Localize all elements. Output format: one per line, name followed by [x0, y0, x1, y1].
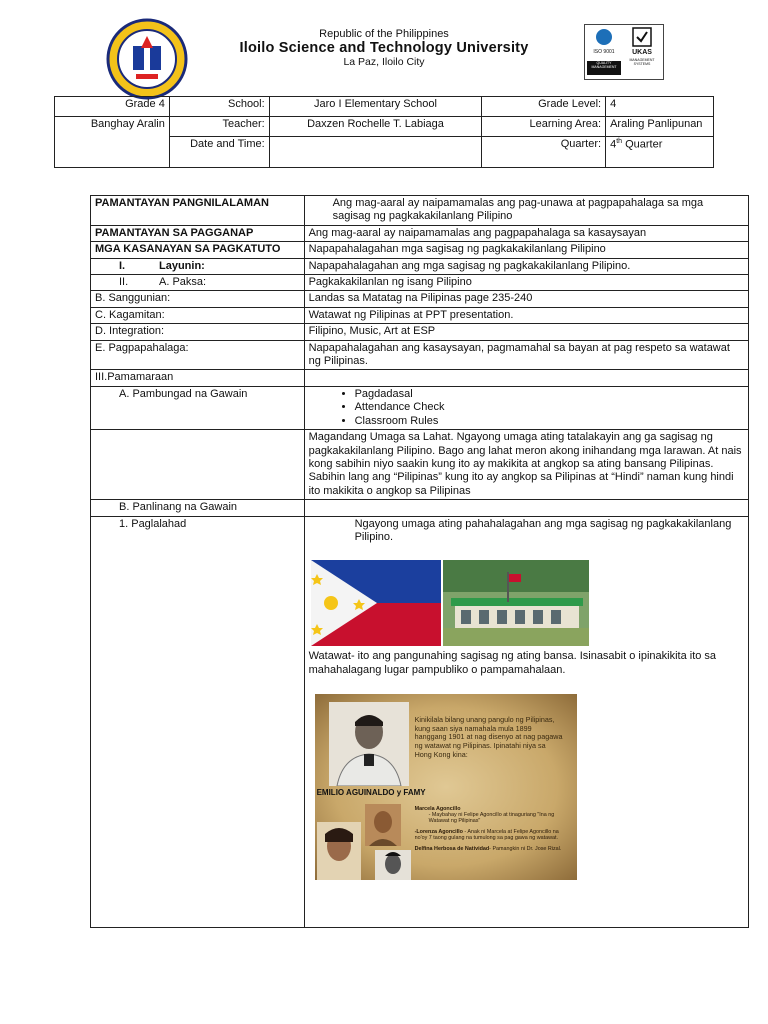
slide-people-text: [415, 806, 573, 852]
pagpapahalaga-label: E. Pagpapahalaga:: [91, 340, 305, 370]
paksa-value: Pagkakakilanlan ng isang Pilipino: [304, 275, 748, 291]
kasanayan-value: Napapahalagahan mga sagisag ng pagkakakilanlang Pilipino: [304, 242, 748, 258]
republic-text: Republic of the Philippines: [319, 28, 449, 40]
intro-text: Magandang Umaga sa Lahat. Ngayong umaga ating tatalakayin ang ga sagisag ng pagkakakilanlang Pilipino. Bago ang lahat meron akong inihandang mga larawan. At nais kong sabihin niyo saakin kung ito ay makikita at angkop sa ating bansang Pilipinas. Sabihin lang ang “Pilipinas” kung ito ay angkop sa Pilipinas at “Hindi” naman kung hindi ito makikita o angkop sa Pilipinas: [304, 430, 748, 500]
crown-check-icon: [632, 27, 652, 47]
letterhead: [0, 0, 768, 90]
school-value: Jaro I Elementary School: [269, 97, 482, 117]
lorenza-desc: - Anak ni Marcela at Felipe Agoncillo na no'oy 7 taong gulang na tumulong sa pag gawa ng watawat.: [414, 828, 559, 842]
intro-empty-cell: [91, 430, 305, 500]
philippine-flag-photo: [311, 560, 589, 646]
university-location: La Paz, Iloilo City: [343, 56, 425, 68]
marcela-desc: - Maybahay ni Felipe Agoncillo at tinaguriang "Ina ng Watawat ng Pilipinas": [428, 812, 555, 825]
teacher-label: Teacher:: [169, 117, 269, 137]
university-seal-icon: [106, 18, 188, 100]
spacer: [309, 880, 744, 910]
cert-ukas-sub: MANAGEMENT SYSTEMS: [629, 58, 655, 66]
paglalahad-content: [304, 516, 748, 927]
list-item: • Attendance Check: [355, 401, 744, 414]
pamamaraan-label: III.Pamamaraan: [91, 370, 305, 386]
lesson-info-table: [54, 96, 714, 168]
kagamitan-value: Watawat ng Pilipinas at PPT presentation.: [304, 307, 748, 323]
nqa-logo-icon: [596, 29, 612, 45]
marcela-name: Marcela Agoncillo: [414, 805, 461, 812]
lorenza-portrait-icon: [317, 822, 361, 880]
integration-value: Filipino, Music, Art at ESP: [304, 324, 748, 340]
panlinang-label: B. Panlinang na Gawain: [91, 500, 305, 516]
grade-level-value: 4: [606, 97, 714, 117]
doc-type-cell: Banghay Aralin: [55, 117, 170, 168]
cert-ukas-text: UKAS: [632, 49, 652, 56]
list-item: • Classroom Rules: [355, 415, 744, 428]
learning-area-label: Learning Area:: [482, 117, 606, 137]
list-item: • Pagdadasal: [355, 388, 744, 401]
panlinang-value: [304, 500, 748, 516]
layunin-value: Napapahalagahan ang mga sagisag ng pagkakakilanlang Pilipino.: [304, 258, 748, 274]
pamantayan-nilalaman-value: Ang mag-aaral ay naipamamalas ang pag-unawa at pagpapahalaga sa mga sagisag ng pagkakakilanlang Pilipino: [304, 196, 748, 226]
sanggunian-value: Landas sa Matatag na Pilipinas page 235-240: [304, 291, 748, 307]
pambungad-label: A. Pambungad na Gawain: [91, 386, 305, 429]
aguinaldo-portrait-icon: [329, 702, 409, 786]
pambungad-list-cell: [304, 386, 748, 429]
datetime-label: Date and Time:: [169, 137, 269, 168]
flag-school-image: [311, 560, 589, 646]
quarter-label: Quarter:: [482, 137, 606, 168]
sanggunian-label: B. Sanggunian:: [91, 291, 305, 307]
paglalahad-text: Ngayong umaga ating pahahalagahan ang mga sagisag ng pagkakakilanlang Pilipino.: [354, 517, 732, 543]
teacher-value: Daxzen Rochelle T. Labiaga: [269, 117, 482, 137]
delfina-name: Delfina Herbosa de Natividad: [414, 845, 490, 852]
school-label: School:: [169, 97, 269, 117]
integration-label: D. Integration:: [91, 324, 305, 340]
slide-top-text: Kinikilala bilang unang pangulo ng Pilipinas, kung saan siya namahala mula 1899 hanggang 1901 at nag disenyo at nag pagawa ng watawat ng Pilipinas. Ipinatahi niya sa Hong Kong kina:: [414, 714, 563, 759]
iso-certification-badge: [584, 24, 664, 80]
pamamaraan-value: [304, 370, 748, 386]
quarter-value: 4th Quarter: [606, 137, 714, 168]
datetime-value: [269, 137, 482, 168]
pambungad-list: [309, 388, 744, 428]
kasanayan-label: MGA KASANAYAN SA PAGKATUTO: [91, 242, 305, 258]
cert-qm-text: QUALITY MANAGEMENT: [587, 61, 621, 75]
grade-level-label: Grade Level:: [482, 97, 606, 117]
lesson-plan-table: [90, 195, 749, 928]
pagpapahalaga-value: Napapahalagahan ang kasaysayan, pagmamahal sa bayan at pag respeto sa watawat ng Pilipinas.: [304, 340, 748, 370]
watawat-text: Watawat- ito ang pangunahing sagisag ng ating bansa. Isinasabit o ipinakikita ito sa mahahalagang lugar pampubliko o pampamahalaan.: [308, 650, 717, 676]
delfina-desc: - Pamangkin ni Dr. Jose Rizal.: [489, 845, 562, 852]
lorenza-name: -Lorenza Agoncillo: [414, 828, 463, 835]
pamantayan-pagganap-label: PAMANTAYAN SA PAGGANAP: [91, 225, 305, 241]
learning-area-value: Araling Panlipunan: [606, 117, 714, 137]
slide-aguinaldo-name: EMILIO AGUINALDO y FAMY: [316, 787, 426, 797]
paglalahad-label: 1. Paglalahad: [91, 516, 305, 927]
marcela-portrait-icon: [365, 804, 401, 846]
paksa-label-cell: II. A. Paksa:: [91, 275, 305, 291]
university-name: Iloilo Science and Technology University: [239, 40, 529, 56]
pamantayan-pagganap-value: Ang mag-aaral ay naipamamalas ang pagpapahalaga sa kasaysayan: [304, 225, 748, 241]
grade-cell: Grade 4: [55, 97, 170, 117]
cert-iso-text: ISO 9001: [593, 49, 615, 55]
pamantayan-nilalaman-label: PAMANTAYAN PANGNILALAMAN: [91, 196, 305, 226]
delfina-portrait-icon: [375, 850, 411, 880]
kagamitan-label: C. Kagamitan:: [91, 307, 305, 323]
history-slide-image: [315, 694, 577, 880]
layunin-label-cell: I. Layunin:: [91, 258, 305, 274]
